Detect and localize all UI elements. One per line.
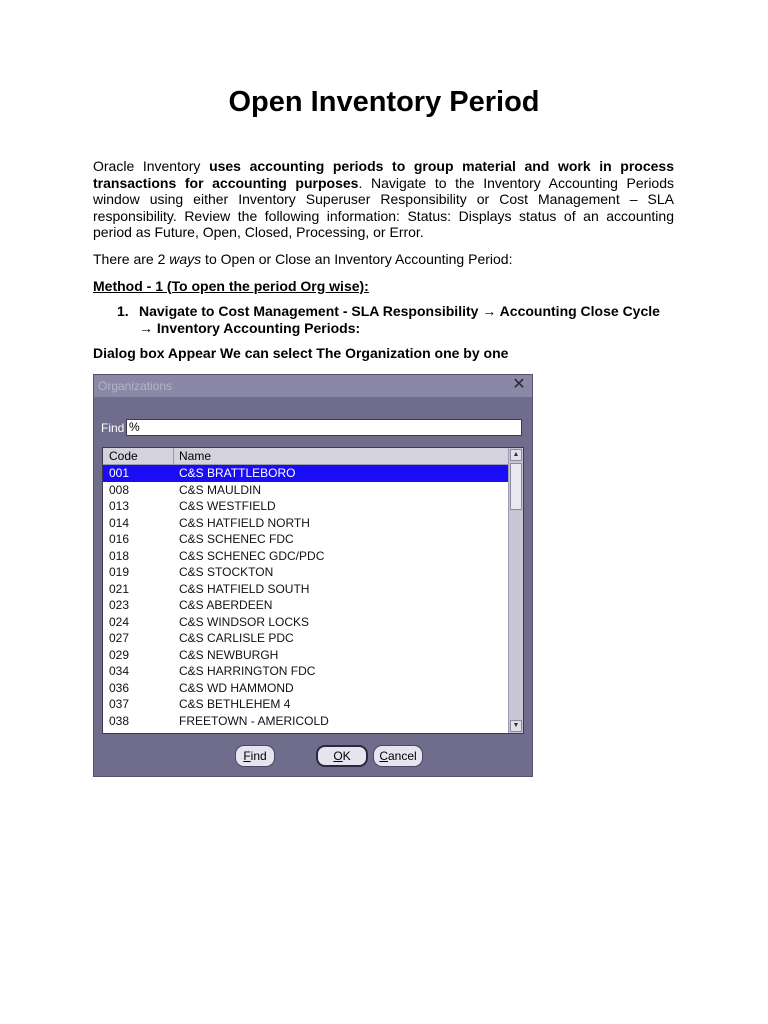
table-row[interactable]	[103, 663, 508, 680]
row-code: 016	[109, 532, 130, 546]
table-row[interactable]	[103, 614, 508, 631]
table-row[interactable]	[103, 564, 508, 581]
table-row[interactable]	[103, 498, 508, 515]
row-name: C&S HARRINGTON FDC	[179, 664, 316, 678]
row-code: 001	[109, 466, 130, 480]
row-name: C&S BRATTLEBORO	[179, 466, 296, 480]
table-row[interactable]	[103, 630, 508, 647]
document-body	[93, 158, 674, 362]
table-row[interactable]	[103, 713, 508, 730]
intro-paragraph: Oracle Inventory uses accounting periods to group material and work in process transactions for accounting purposes. Navigate to the Inventory Accounting Periods window using either Inventory Superuser Responsibility or Cost Management – SLA responsibility. Review the following information: Status: Displays status of an accounting period as Future, Open, Closed, Processing, or Error.	[93, 158, 675, 241]
row-name: C&S BETHLEHEM 4	[179, 697, 291, 711]
find-button[interactable]: Find	[235, 745, 275, 767]
row-name: C&S WESTFIELD	[179, 499, 276, 513]
find-label: Find	[101, 421, 125, 435]
column-divider	[173, 448, 174, 464]
row-name: C&S NEWBURGH	[179, 647, 279, 662]
method-heading: Method - 1 (To open the period Org wise):	[93, 277, 369, 294]
row-name: C&S WD HAMMOND	[179, 680, 294, 695]
scroll-thumb[interactable]	[510, 463, 522, 510]
row-code: 018	[109, 548, 130, 563]
row-code: 013	[109, 499, 130, 513]
column-header-code[interactable]: Code	[109, 449, 138, 463]
row-code: 037	[109, 697, 130, 711]
row-code: 021	[109, 581, 130, 596]
organizations-list[interactable]	[102, 447, 524, 734]
row-name: C&S SCHENEC GDC/PDC	[179, 548, 325, 563]
close-icon[interactable]: ✕	[512, 376, 526, 393]
row-code: 008	[109, 482, 130, 497]
row-code: 034	[109, 664, 130, 678]
table-row[interactable]	[103, 581, 508, 598]
table-row[interactable]	[103, 680, 508, 697]
row-code: 036	[109, 680, 130, 695]
row-code: 029	[109, 647, 130, 662]
row-code: 023	[109, 598, 130, 612]
step-item	[93, 303, 674, 336]
table-row[interactable]	[103, 465, 508, 482]
table-row[interactable]	[103, 647, 508, 664]
scroll-down-icon[interactable]: ▼	[510, 720, 522, 732]
row-code: 019	[109, 565, 130, 579]
row-code: 024	[109, 614, 130, 629]
cancel-button[interactable]: Cancel	[373, 745, 423, 767]
scrollbar[interactable]	[508, 448, 523, 733]
table-row[interactable]	[103, 482, 508, 499]
row-code: 038	[109, 713, 130, 728]
table-row[interactable]	[103, 696, 508, 713]
row-code: 027	[109, 631, 130, 645]
scroll-up-icon[interactable]: ▲	[510, 449, 522, 461]
step-text: Navigate to Cost Management - SLA Responsibility → Accounting Close Cycle → Inventory Accounting Periods:	[139, 303, 660, 336]
row-name: FREETOWN - AMERICOLD	[179, 713, 329, 728]
row-name: C&S STOCKTON	[179, 565, 274, 579]
step-number: 1.	[117, 303, 129, 320]
organizations-dialog	[93, 374, 533, 777]
table-row[interactable]	[103, 515, 508, 532]
row-code: 014	[109, 515, 130, 530]
page-title: Open Inventory Period	[228, 86, 540, 118]
dialog-titlebar[interactable]	[94, 375, 532, 397]
table-row[interactable]	[103, 531, 508, 548]
list-header	[103, 448, 508, 465]
row-name: C&S ABERDEEN	[179, 598, 273, 612]
row-name: C&S HATFIELD NORTH	[179, 515, 310, 530]
row-name: C&S CARLISLE PDC	[179, 631, 294, 645]
ways-line: There are 2 ways to Open or Close an Inventory Accounting Period:	[93, 250, 513, 267]
dialog-title: Organizations	[98, 379, 173, 393]
find-input[interactable]: %	[126, 419, 522, 436]
row-name: C&S MAULDIN	[179, 482, 262, 497]
column-header-name[interactable]: Name	[179, 449, 212, 463]
ok-button[interactable]: OK	[316, 745, 368, 767]
row-name: C&S SCHENEC FDC	[179, 532, 294, 546]
table-row[interactable]	[103, 597, 508, 614]
table-row[interactable]	[103, 548, 508, 565]
list-rows	[103, 465, 508, 729]
row-name: C&S WINDSOR LOCKS	[179, 614, 310, 629]
dialog-caption: Dialog box Appear We can select The Organization one by one	[93, 345, 509, 362]
row-name: C&S HATFIELD SOUTH	[179, 581, 310, 596]
